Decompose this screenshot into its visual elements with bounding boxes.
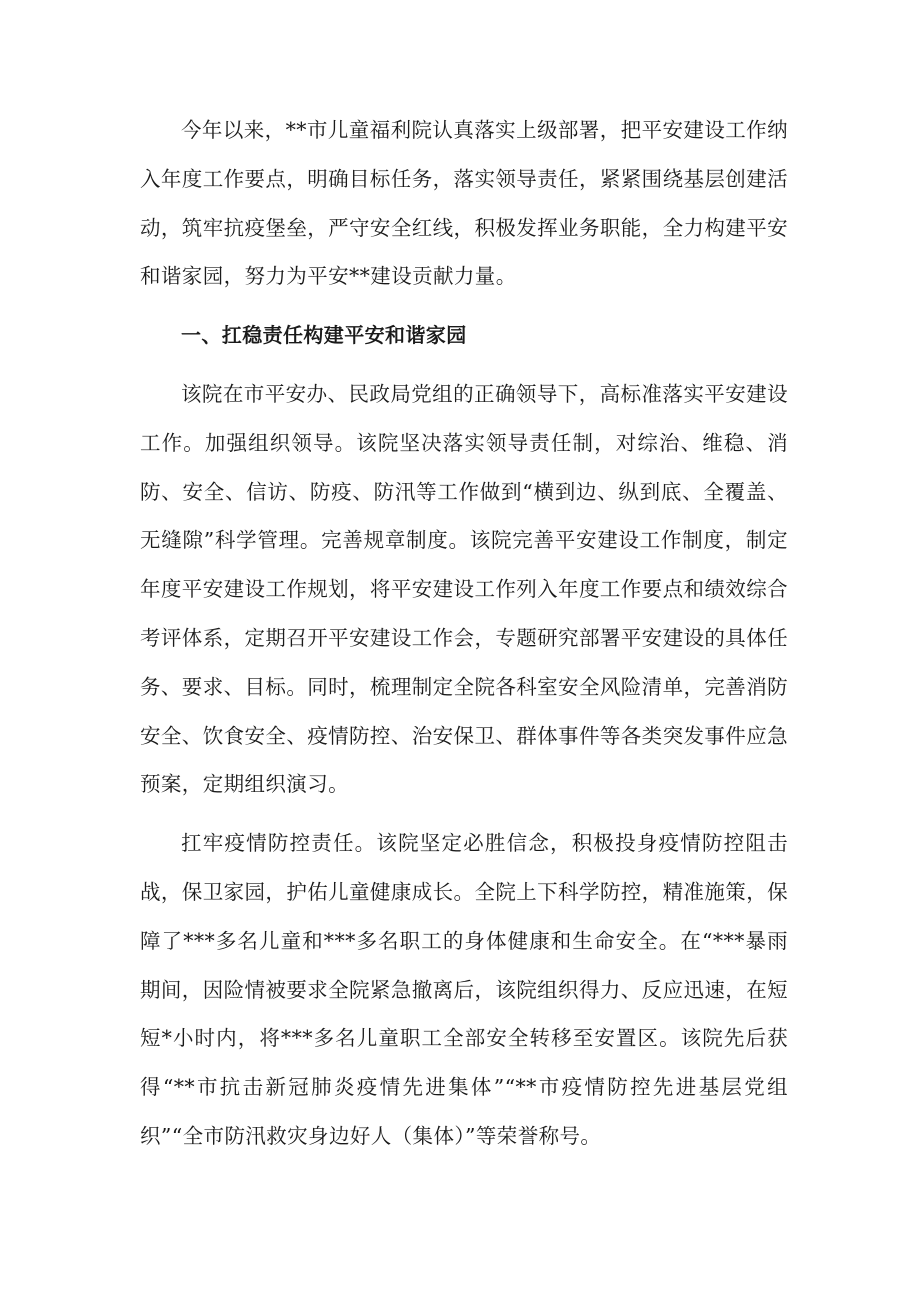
intro-paragraph: 今年以来，**市儿童福利院认真落实上级部署，把平安建设工作纳入年度工作要点，明确目标任务，落实领导责任，紧紧围绕基层创建活动，筑牢抗疫堡垒，严守安全红线，积极发挥业务职能，全力构建平安和谐家园，努力为平安**建设贡献力量。: [140, 118, 788, 289]
section-paragraph-epidemic: 扛牢疫情防控责任。该院坚定必胜信念，积极投身疫情防控阻击战，保卫家园，护佑儿童健康成长。全院上下科学防控，精准施策，保障了***多名儿童和***多名职工的身体健康和生命安全。在“***暴雨期间，因险情被要求全院紧急撤离后，该院组织得力、反应迅速，在短短*小时内，将***多名儿童职工全部安全转移至安置区。该院先后获得“**市抗击新冠肺炎疫情先进集体”“**市疫情防控先进基层党组织”“全市防汛救灾身边好人（集体）”等荣誉称号。: [140, 831, 788, 1148]
document-body: [140, 106, 788, 1161]
section-paragraph-organization: 该院在市平安办、民政局党组的正确领导下，高标准落实平安建设工作。加强组织领导。该院坚决落实领导责任制，对综治、维稳、消防、安全、信访、防疫、防汛等工作做到“横到边、纵到底、全覆盖、无缝隙”科学管理。完善规章制度。该院完善平安建设工作制度，制定年度平安建设工作规划，将平安建设工作列入年度工作要点和绩效综合考评体系，定期召开平安建设工作会，专题研究部署平安建设的具体任务、要求、目标。同时，梳理制定全院各科室安全风险清单，完善消防安全、饮食安全、疫情防控、治安保卫、群体事件等各类突发事件应急预案，定期组织演习。: [140, 381, 788, 797]
section-heading: 一、扛稳责任构建平安和谐家园: [181, 323, 467, 348]
